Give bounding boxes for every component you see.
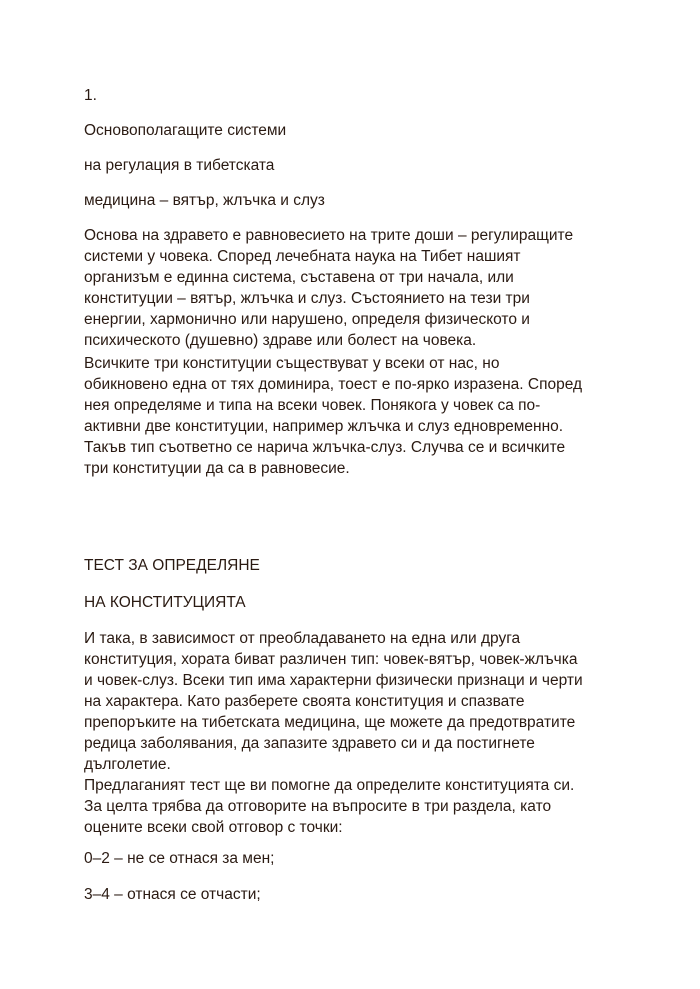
- paragraph-line: Всичките три конституции съществуват у всеки от нас, но: [84, 355, 500, 372]
- paragraph-line: препоръките на тибетската медицина, ще можете да предотвратите: [84, 714, 576, 731]
- paragraph-line: системи у човека. Според лечебната наука на Тибет нашият: [84, 248, 521, 265]
- heading-line-2: на регулация в тибетската: [84, 157, 275, 174]
- paragraph-line: конституции – вятър, жлъчка и слуз. Състоянието на тези три: [84, 290, 530, 307]
- section-number: 1.: [84, 87, 97, 104]
- paragraph-line: на характера. Като разберете своята конституция и спазвате: [84, 693, 525, 710]
- paragraph-line: нея определяме и типа на всеки човек. Понякога у човек са по-: [84, 397, 541, 414]
- paragraph-line: дълголетие.: [84, 756, 171, 773]
- test-heading-line-1: ТЕСТ ЗА ОПРЕДЕЛЯНЕ: [84, 557, 260, 574]
- heading-line-1: Основополагащите системи: [84, 122, 287, 139]
- paragraph-line: оцените всеки свой отговор с точки:: [84, 819, 343, 836]
- heading-line-3: медицина – вятър, жлъчка и слуз: [84, 192, 325, 209]
- paragraph-line: активни две конституции, например жлъчка и слуз едновременно.: [84, 418, 564, 435]
- paragraph-line: конституция, хората биват различен тип: човек-вятър, човек-жлъчка: [84, 651, 578, 668]
- paragraph-test-intro: [84, 775, 624, 838]
- paragraph-line: и човек-слуз. Всеки тип има характерни физически признаци и черти: [84, 672, 583, 689]
- paragraph-line: енергии, хармонично или нарушено, определя физическото и: [84, 311, 530, 328]
- paragraph-line: Предлаганият тест ще ви помогне да определите конституцията си.: [84, 777, 575, 794]
- paragraph-line: редица заболявания, да запазите здравето си и да постигнете: [84, 735, 535, 752]
- score-item-0-2: 0–2 – не се отнася за мен;: [84, 850, 275, 867]
- test-heading-line-2: НА КОНСТИТУЦИЯТА: [84, 594, 246, 611]
- paragraph-line: организъм е единна система, съставена от три начала, или: [84, 269, 514, 286]
- paragraph-line: три конституции да са в равновесие.: [84, 460, 350, 477]
- paragraph-line: И така, в зависимост от преобладаването на една или друга: [84, 630, 521, 647]
- paragraph-constitutions: [84, 353, 624, 479]
- paragraph-line: За целта трябва да отговорите на въпросите в три раздела, като: [84, 798, 552, 815]
- paragraph-line: обикновено една от тях доминира, тоест е по-ярко изразена. Според: [84, 376, 583, 393]
- paragraph-line: Такъв тип съответно се нарича жлъчка-слуз. Случва се и всичките: [84, 439, 566, 456]
- score-item-3-4: 3–4 – отнася се отчасти;: [84, 886, 261, 903]
- paragraph-intro: [84, 225, 624, 351]
- paragraph-types: [84, 628, 624, 775]
- paragraph-line: психическото (душевно) здраве или болест на човека.: [84, 332, 477, 349]
- paragraph-line: Основа на здравето е равновесието на трите доши – регулиращите: [84, 227, 574, 244]
